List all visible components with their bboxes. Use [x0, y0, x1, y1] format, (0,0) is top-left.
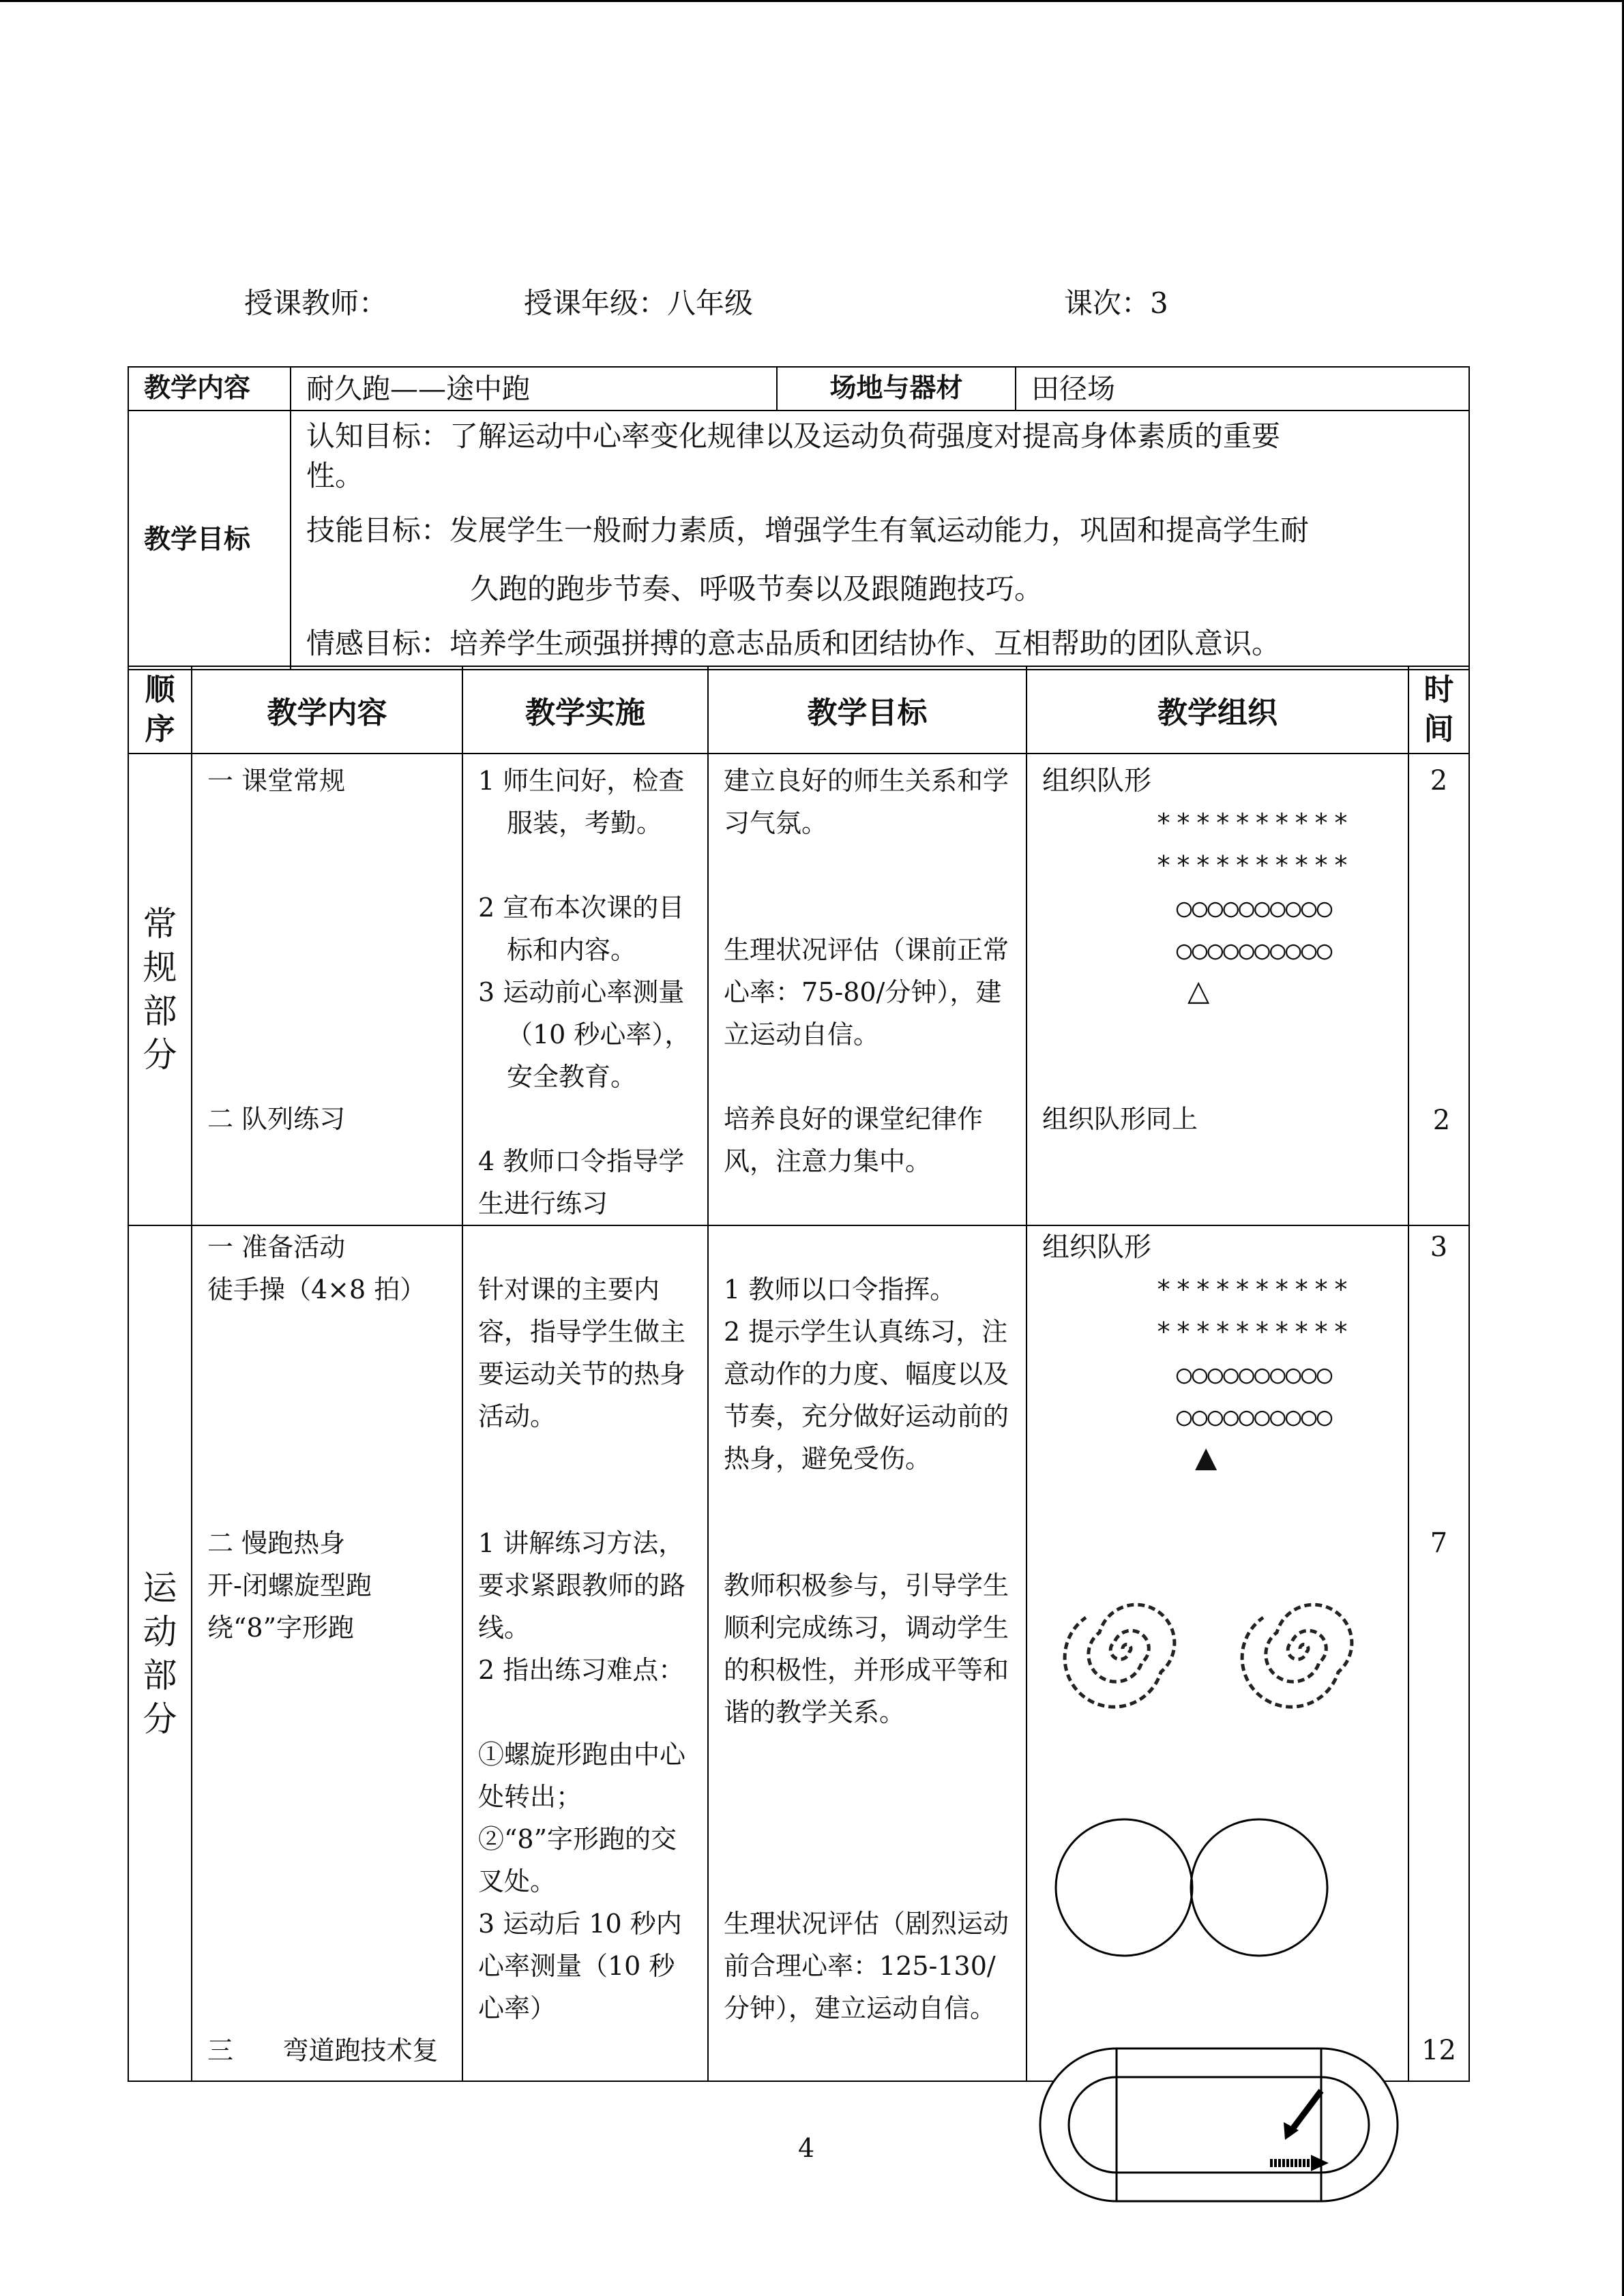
figure-eight-diagram: [1048, 1813, 1348, 1963]
routine-time-1: 2: [1430, 765, 1448, 796]
exercise-content-3: 三 弯道跑技术复: [207, 2036, 439, 2066]
routine-goal-2: 生理状况评估（课前正常心率：75-80/分钟），建立运动自信。: [724, 935, 1009, 1049]
header-content: 教学内容: [192, 666, 462, 754]
routine-time-2: 2: [1432, 1105, 1451, 1136]
exercise-impl-4: ①螺旋形跑由中心处转出；: [478, 1740, 686, 1812]
exercise-goal-1: 1 教师以口令指挥。: [724, 1274, 956, 1304]
exercise-content-2b: 开-闭螺旋型跑: [207, 1570, 372, 1600]
exercise-impl-3: 2 指出练习难点：: [478, 1655, 685, 1685]
exercise-content-2a: 二 慢跑热身: [207, 1528, 346, 1558]
exercise-goal-4: 生理状况评估（剧烈运动前合理心率：125-130/分钟），建立运动自信。: [724, 1909, 1009, 2023]
objective-cognitive: 认知目标：了解运动中心率变化规律以及运动负荷强度对提高身体素质的重要: [306, 419, 1281, 453]
routine-content-1: 一 课堂常规: [207, 766, 346, 796]
objective-cognitive-cont: 性。: [306, 459, 364, 492]
figure-eight-left-circle-icon: [1056, 1819, 1192, 1956]
lesson-info-table: [128, 366, 1470, 670]
spiral-run-diagram: [1027, 1581, 1409, 1717]
content-value: 耐久跑——途中跑: [291, 367, 777, 411]
exercise-impl-6: 3 运动后 10 秒内心率测量（10 秒心率）: [478, 1909, 682, 2023]
page-frame-top: [0, 0, 1624, 2]
teacher-position-filled-triangle-icon: ▲: [1195, 1440, 1217, 1474]
exercise-impl-1: 针对课的主要内容，指导学生做主要运动关节的热身活动。: [478, 1274, 686, 1431]
header-grade: 授课年级：八年级: [524, 286, 754, 320]
formation-row-circles-2: ○○○○○○○○○○: [1176, 935, 1333, 965]
routine-content-2: 二 队列练习: [207, 1104, 346, 1134]
exercise-impl-5: ②“8”字形跑的交叉处。: [478, 1824, 677, 1896]
header-lesson: 课次：3: [1064, 286, 1168, 320]
exercise-content-cell: [192, 1225, 462, 2081]
exercise-content-1b: 徒手操（4×8 拍）: [207, 1274, 426, 1304]
formation-row-circles-1: ○○○○○○○○○○: [1176, 1359, 1333, 1389]
header-implementation: 教学实施: [462, 666, 708, 754]
routine-impl-cell: [462, 754, 708, 1225]
objective-emotion: 情感目标：培养学生顽强拼搏的意志品质和团结协作、互相帮助的团队意识。: [306, 627, 1281, 660]
spiral-right-icon: [1242, 1605, 1352, 1707]
routine-goal-3: 培养良好的课堂纪律作风，注意力集中。: [724, 1104, 984, 1176]
exercise-impl-2: 1 讲解练习方法，要求紧跟教师的路线。: [478, 1528, 686, 1643]
exercise-content-2c: 绕“8”字形跑: [207, 1613, 355, 1643]
exercise-time-cell: [1408, 1225, 1469, 2081]
routine-goal-cell: [708, 754, 1027, 1225]
lesson-plan-table: [128, 666, 1470, 2082]
exercise-impl-cell: [462, 1225, 708, 2081]
objective-skill: 技能目标：发展学生一般耐力素质，增强学生有氧运动能力，巩固和提高学生耐: [306, 513, 1310, 547]
exercise-time-3: 12: [1421, 2035, 1456, 2066]
figure-eight-right-circle-icon: [1191, 1819, 1327, 1956]
header-order: 顺序: [128, 666, 192, 754]
routine-goal-1: 建立良好的师生关系和学习气氛。: [724, 766, 1009, 838]
teacher-position-triangle-icon: △: [1187, 974, 1210, 1007]
routine-impl-2: 2 宣布本次课的目标和内容。: [478, 893, 685, 965]
formation-row-circles-1: ○○○○○○○○○○: [1176, 893, 1333, 923]
section-exercise-label: 运动部分: [128, 1225, 192, 2081]
exercise-goal-2: 2 提示学生认真练习，注意动作的力度、幅度以及节奏，充分做好运动前的热身，避免受伤。: [724, 1317, 1009, 1474]
formation-row-stars-2: **********: [1155, 1317, 1353, 1347]
exercise-org-cell: [1027, 1225, 1408, 2081]
exercise-time-1: 3: [1430, 1232, 1448, 1263]
page-number: 4: [798, 2133, 815, 2163]
exercise-goal-3: 教师积极参与，引导学生顺利完成练习，调动学生的积极性，并形成平等和谐的教学关系。: [724, 1570, 1009, 1727]
spiral-left-icon: [1065, 1605, 1175, 1707]
exercise-time-2: 7: [1430, 1527, 1448, 1559]
formation-row-stars-1: **********: [1155, 1274, 1353, 1304]
routine-impl-4: 4 教师口令指导学生进行练习: [478, 1146, 685, 1219]
routine-org-title: 组织队形: [1042, 765, 1151, 796]
header-teacher: 授课教师：: [244, 286, 388, 320]
objectives-label: 教学目标: [128, 411, 291, 670]
section-routine-label: 常规部分: [128, 754, 192, 1225]
exercise-goal-cell: [708, 1225, 1027, 2081]
track-outer-lane-icon: [1040, 2048, 1398, 2201]
routine-impl-1: 1 师生问好，检查服装，考勤。: [478, 766, 685, 838]
venue-label: 场地与器材: [777, 367, 1016, 411]
objectives-cell: [291, 411, 1469, 670]
routine-content-cell: [192, 754, 462, 1225]
routine-org-cell: [1027, 754, 1408, 1225]
routine-impl-3: 3 运动前心率测量（10 秒心率），安全教育。: [478, 977, 691, 1092]
formation-row-stars-2: **********: [1155, 850, 1353, 880]
routine-time-cell: [1408, 754, 1469, 1225]
formation-row-circles-2: ○○○○○○○○○○: [1176, 1401, 1333, 1431]
header-organization: 教学组织: [1027, 666, 1408, 754]
content-label: 教学内容: [128, 367, 291, 411]
running-track-diagram: [1031, 2043, 1406, 2207]
routine-org-same: 组织队形同上: [1042, 1104, 1198, 1134]
header-time: 时间: [1408, 666, 1469, 754]
exercise-content-1a: 一 准备活动: [207, 1232, 346, 1262]
objective-skill-cont: 久跑的跑步节奏、呼吸节奏以及跟随跑技巧。: [470, 572, 1044, 606]
venue-value: 田径场: [1016, 367, 1469, 411]
formation-row-stars-1: **********: [1155, 808, 1353, 838]
header-goal: 教学目标: [708, 666, 1027, 754]
exercise-org-title: 组织队形: [1042, 1232, 1151, 1263]
